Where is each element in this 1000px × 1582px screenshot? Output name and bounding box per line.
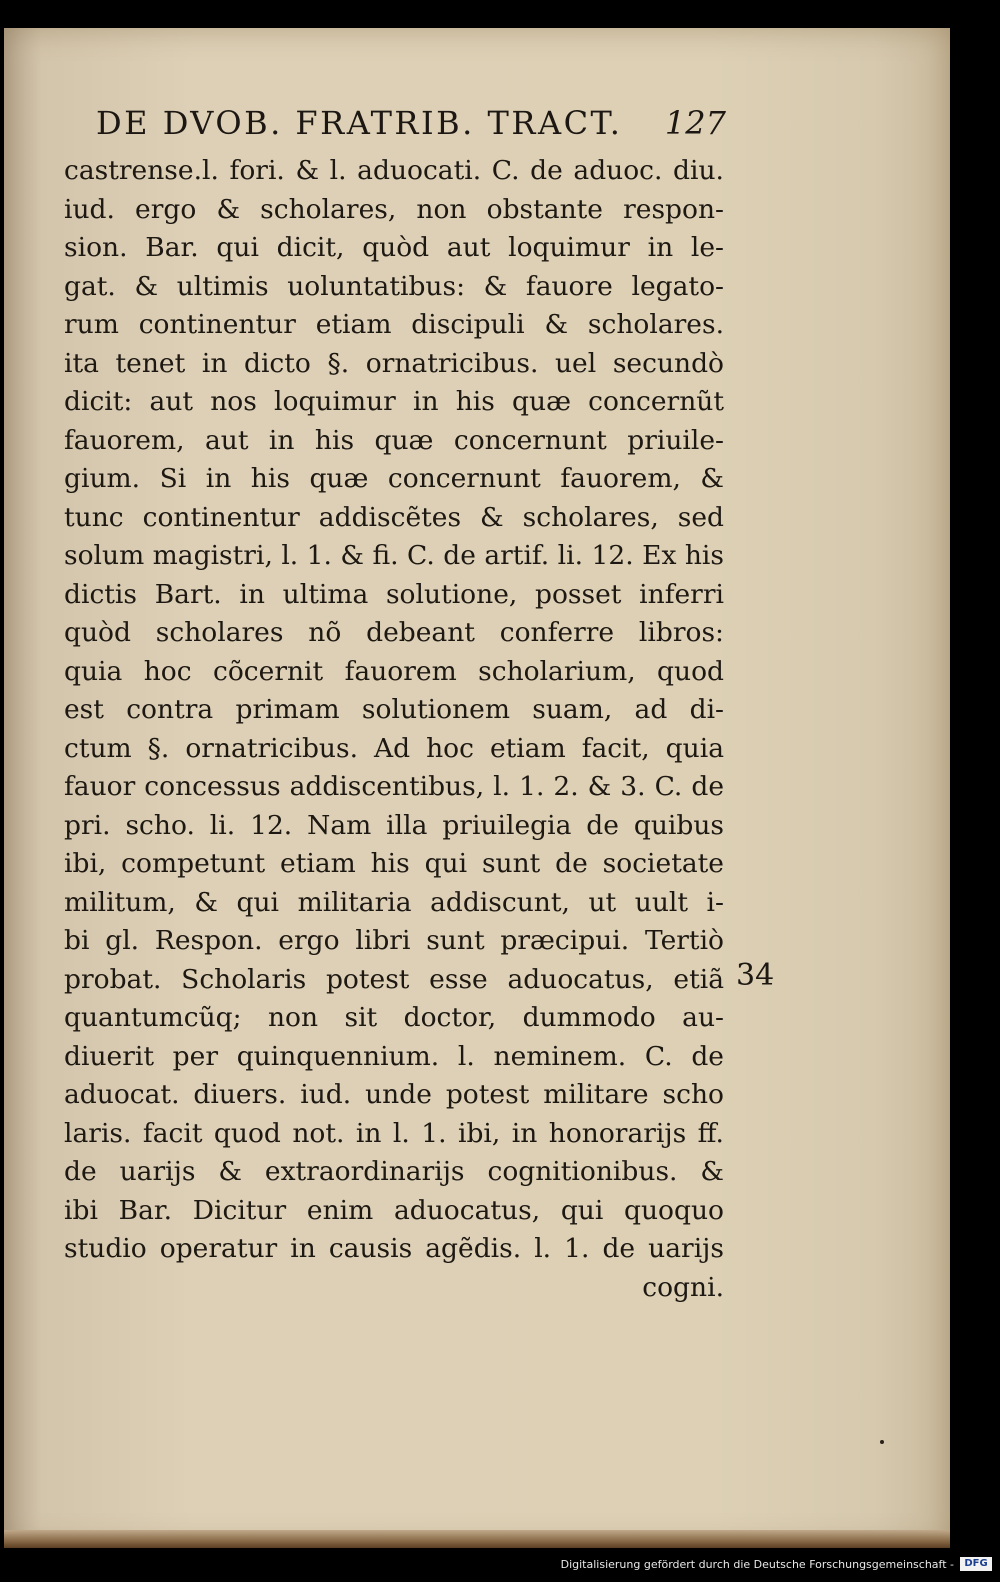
text-line: tunc continentur addiscẽtes & scholares, sed — [64, 501, 724, 533]
text-line: dictis Bart. in ultima solutione, posset inferri — [64, 578, 724, 610]
text-line: studio operatur in causis agẽdis. l. 1. de uarijs — [64, 1233, 724, 1264]
text-line: diuerit per quinquennium. l. neminem. C. de — [64, 1040, 724, 1072]
margin-note: 34 — [736, 958, 775, 993]
text-line: iud. ergo & scholares, non obstante respon- — [64, 193, 724, 225]
text-line: aduocat. diuers. iud. unde potest militare scho — [64, 1079, 724, 1110]
text-line: laris. facit quod not. in l. 1. ibi, in honorarijs ff. — [64, 1117, 724, 1149]
text-line: gat. & ultimis uoluntatibus: & fauore legato- — [64, 270, 724, 302]
text-line: fauorem, aut in his quæ concernunt priuile- — [64, 424, 724, 456]
text-line: pri. scho. li. 12. Nam illa priuilegia de quibus — [64, 809, 724, 841]
page-header — [96, 104, 726, 150]
catchword: cogni. — [642, 1271, 724, 1303]
text-line: probat. Scholaris potest esse aduocatus, etiã — [64, 963, 724, 995]
text-line: rum continentur etiam discipuli & scholares. — [64, 309, 724, 340]
text-line: dicit: aut nos loquimur in his quæ concernũt — [64, 386, 724, 417]
text-line: de uarijs & extraordinarijs cognitionibus. & — [64, 1156, 724, 1187]
text-line: castrense.l. fori. & l. aduocati. C. de aduoc. diu. — [64, 155, 724, 186]
page-bottom-edge — [4, 1530, 950, 1548]
text-line: quòd scholares nõ debeant conferre libros: — [64, 617, 724, 648]
body-text — [64, 152, 724, 1307]
text-line: militum, & qui militaria addiscunt, ut uult i- — [64, 886, 724, 918]
page-number: 127 — [664, 104, 726, 142]
text-line: ibi Bar. Dicitur enim aduocatus, qui quoquo — [64, 1194, 724, 1226]
text-line: ibi, competunt etiam his qui sunt de societate — [64, 848, 724, 879]
text-line: quia hoc cõcernit fauorem scholarium, quod — [64, 655, 724, 687]
text-line: ita tenet in dicto §. ornatricibus. uel secundò — [64, 347, 724, 379]
paper-speck — [880, 1440, 884, 1444]
text-line: ctum §. ornatricibus. Ad hoc etiam facit, quia — [64, 732, 724, 764]
text-line: gium. Si in his quæ concernunt fauorem, & — [64, 463, 724, 494]
text-line: solum magistri, l. 1. & fi. C. de artif. li. 12. Ex his — [64, 540, 724, 571]
footer-bar — [0, 1548, 1000, 1582]
text-line: fauor concessus addiscentibus, l. 1. 2. & 3. C. de — [64, 771, 724, 802]
text-line: est contra primam solutionem suam, ad di- — [64, 694, 724, 725]
text-line: sion. Bar. qui dicit, quòd aut loquimur in le- — [64, 232, 724, 263]
text-line: bi gl. Respon. ergo libri sunt præcipui. Tertiò — [64, 925, 724, 956]
dfg-logo-icon: DFG — [960, 1557, 992, 1571]
running-title: DE DVOB. FRATRIB. TRACT. — [96, 104, 623, 142]
footer-credit: Digitalisierung gefördert durch die Deutsche Forschungsgemeinschaft - — [560, 1558, 954, 1571]
text-line: quantumcũq; non sit doctor, dummodo au- — [64, 1002, 724, 1033]
